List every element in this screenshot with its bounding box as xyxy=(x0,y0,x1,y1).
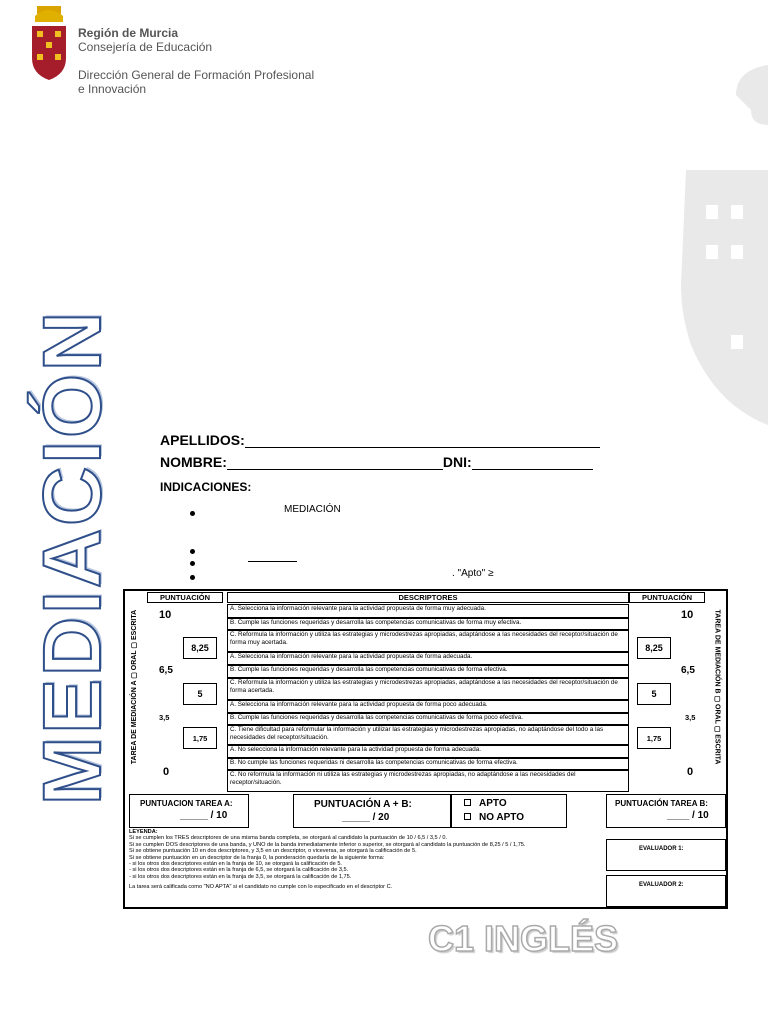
score-0: 0 xyxy=(687,766,694,778)
legend-line: - si los otros dos descriptores están en la franja de 6,5, se otorgará la calificación de 3,5. xyxy=(129,867,349,874)
total-score-box[interactable] xyxy=(293,794,451,828)
bullet1-text: MEDIACIÓN xyxy=(284,504,341,515)
descriptor-row: A. Selecciona la información relevante para la actividad propuesta de forma muy adecuada. xyxy=(227,604,629,618)
no-apto-label: NO APTO xyxy=(479,812,525,823)
task-a-score-box[interactable] xyxy=(129,794,249,828)
descriptor-row: B. Cumple las funciones requeridas y desarrolla las competencias comunicativas de forma muy efectiva. xyxy=(227,618,629,630)
legend-note: La tarea será calificada como "NO APTA" si el candidato no cumple con lo especificado en el descriptor C. xyxy=(129,884,393,891)
descriptor-row: B. Cumple las funciones requeridas y desarrolla las competencias comunicativas de forma poco efectiva. xyxy=(227,713,629,725)
descriptor-row: A. Selecciona la información relevante para la actividad propuesta de forma adecuada. xyxy=(227,652,629,665)
score-3-5: 3,5 xyxy=(159,713,170,722)
right-score-header: PUNTUACIÓN xyxy=(629,592,705,603)
score-1-75: 1,75 xyxy=(637,727,671,749)
legend-line: Si se cumplen DOS descriptores de una banda, y UNO de la banda inmediatamente inferior o superior, se otorgará al candidato la puntuación de 8,25 / 5 / 1,75. xyxy=(129,841,526,848)
descriptors-header: DESCRIPTORES xyxy=(227,592,629,603)
score-5: 5 xyxy=(637,683,671,705)
nombre-label: NOMBRE: xyxy=(160,454,227,470)
apellidos-label: APELLIDOS: xyxy=(160,432,245,448)
directorate-line2: e Innovación xyxy=(78,82,147,96)
score-6-5: 6,5 xyxy=(681,665,695,676)
descriptor-row: C. Reformula la información y utiliza las estrategias y microdestrezas apropiadas, adaptándose a las necesidades del receptor/situación de forma muy acertada. xyxy=(227,630,629,652)
total-value: _____ / 20 xyxy=(342,812,390,823)
score-8-25: 8,25 xyxy=(637,637,671,659)
task-a-label: PUNTUACION TAREA A: xyxy=(140,799,233,808)
rubric-table xyxy=(123,589,728,909)
descriptor-row: A. No selecciona la información relevante para la actividad propuesta de forma adecuada. xyxy=(227,745,629,758)
department-name: Consejería de Educación xyxy=(78,40,213,54)
evaluator1-field[interactable]: EVALUADOR 1: xyxy=(606,839,726,871)
score-6-5: 6,5 xyxy=(159,665,173,676)
dni-label: DNI: xyxy=(442,454,472,470)
legend-title: LEYENDA: xyxy=(129,829,158,835)
task-b-score-box[interactable] xyxy=(606,794,726,828)
result-box xyxy=(451,794,567,828)
nombre-field[interactable] xyxy=(227,455,443,470)
org-name: Región de Murcia xyxy=(78,26,179,40)
score-10: 10 xyxy=(159,609,172,621)
bullet-icon xyxy=(190,575,195,580)
bullet3-blank xyxy=(248,554,297,562)
indicaciones-label: INDICACIONES: xyxy=(160,480,252,494)
apellidos-field[interactable] xyxy=(245,433,600,448)
evaluator2-field[interactable]: EVALUADOR 2: xyxy=(606,875,726,907)
apto-label: APTO xyxy=(479,798,507,809)
score-5: 5 xyxy=(183,683,217,705)
descriptor-row: C. Tiene dificultad para reformular la información y utilizar las estrategias y microdestrezas apropiadas, no adaptándose del todo a las necesidades del receptor/situación. xyxy=(227,725,629,745)
bullet-icon xyxy=(190,511,195,516)
total-label: PUNTUACIÓN A + B: xyxy=(314,799,412,810)
left-score-header: PUNTUACIÓN xyxy=(147,592,223,603)
no-apto-checkbox[interactable] xyxy=(464,813,471,820)
apto-checkbox[interactable] xyxy=(464,799,471,806)
descriptor-row: A. Selecciona la información relevante para la actividad propuesta de forma poco adecuada. xyxy=(227,700,629,713)
score-8-25: 8,25 xyxy=(183,637,217,659)
score-10: 10 xyxy=(681,609,694,621)
descriptor-row: B. Cumple las funciones requeridas y desarrolla las competencias comunicativas de forma efectiva. xyxy=(227,665,629,678)
descriptor-row: C. No reformula la información ni utiliza las estrategias y microdestrezas apropiadas, no adaptándose a las necesidades del receptor/situación. xyxy=(227,770,629,792)
task-a-vertical-label: TAREA DE MEDIACIÓN A ▢ ORAL ▢ ESCRITA xyxy=(131,609,138,765)
legend-line: Si se obtiene puntuación en un descriptor de la franja 0, la ponderación quedaría de la siguiente forma: xyxy=(129,854,385,861)
directorate-line1: Dirección General de Formación Profesional xyxy=(78,68,315,82)
bullet-icon xyxy=(190,561,195,566)
score-3-5: 3,5 xyxy=(685,713,696,722)
legend-line: Si se cumplen los TRES descriptores de una misma banda completa, se otorgará al candidato la puntuación de 10 / 6,5 / 3,5 / 0. xyxy=(129,835,447,842)
descriptor-row: B. No cumple las funciones requeridas ni desarrolla las competencias comunicativas de forma efectiva. xyxy=(227,758,629,770)
bullet-icon xyxy=(190,549,195,554)
task-b-label: PUNTUACIÓN TAREA B: xyxy=(615,799,708,808)
vertical-title: MEDIACIÓN xyxy=(27,308,118,806)
score-0: 0 xyxy=(163,766,170,778)
descriptor-row: C. Reformula la información y utiliza las estrategias y microdestrezas apropiadas, adaptándose a las necesidades del receptor/situación de forma acertada. xyxy=(227,678,629,700)
score-1-75: 1,75 xyxy=(183,727,217,749)
legend-line: Si se obtiene puntuación 10 en dos descriptores, y 3,5 en un descriptor, o viceversa, se otorgará la calificación de 5. xyxy=(129,848,417,855)
task-b-value: ____ / 10 xyxy=(667,810,709,821)
legend xyxy=(129,829,599,891)
task-b-vertical-label: TAREA DE MEDIACIÓN B ▢ ORAL ▢ ESCRITA xyxy=(713,609,721,765)
legend-line: - si los otros dos descriptores están en la franja de 10, se otorgará la calificación de 5. xyxy=(129,861,342,868)
region-murcia-coat-of-arms xyxy=(28,4,70,80)
legend-line: - si los otros dos descriptores están en la franja de 3,5, se otorgará la calificación de 1,75. xyxy=(129,873,352,880)
candidate-fields xyxy=(160,426,600,470)
bullet4-text: . "Apto" ≥ xyxy=(452,568,494,579)
task-a-value: _____ / 10 xyxy=(180,810,228,821)
exam-level-title: C1 INGLÉS xyxy=(428,918,619,959)
crest-watermark xyxy=(676,55,768,425)
dni-field[interactable] xyxy=(472,455,593,470)
